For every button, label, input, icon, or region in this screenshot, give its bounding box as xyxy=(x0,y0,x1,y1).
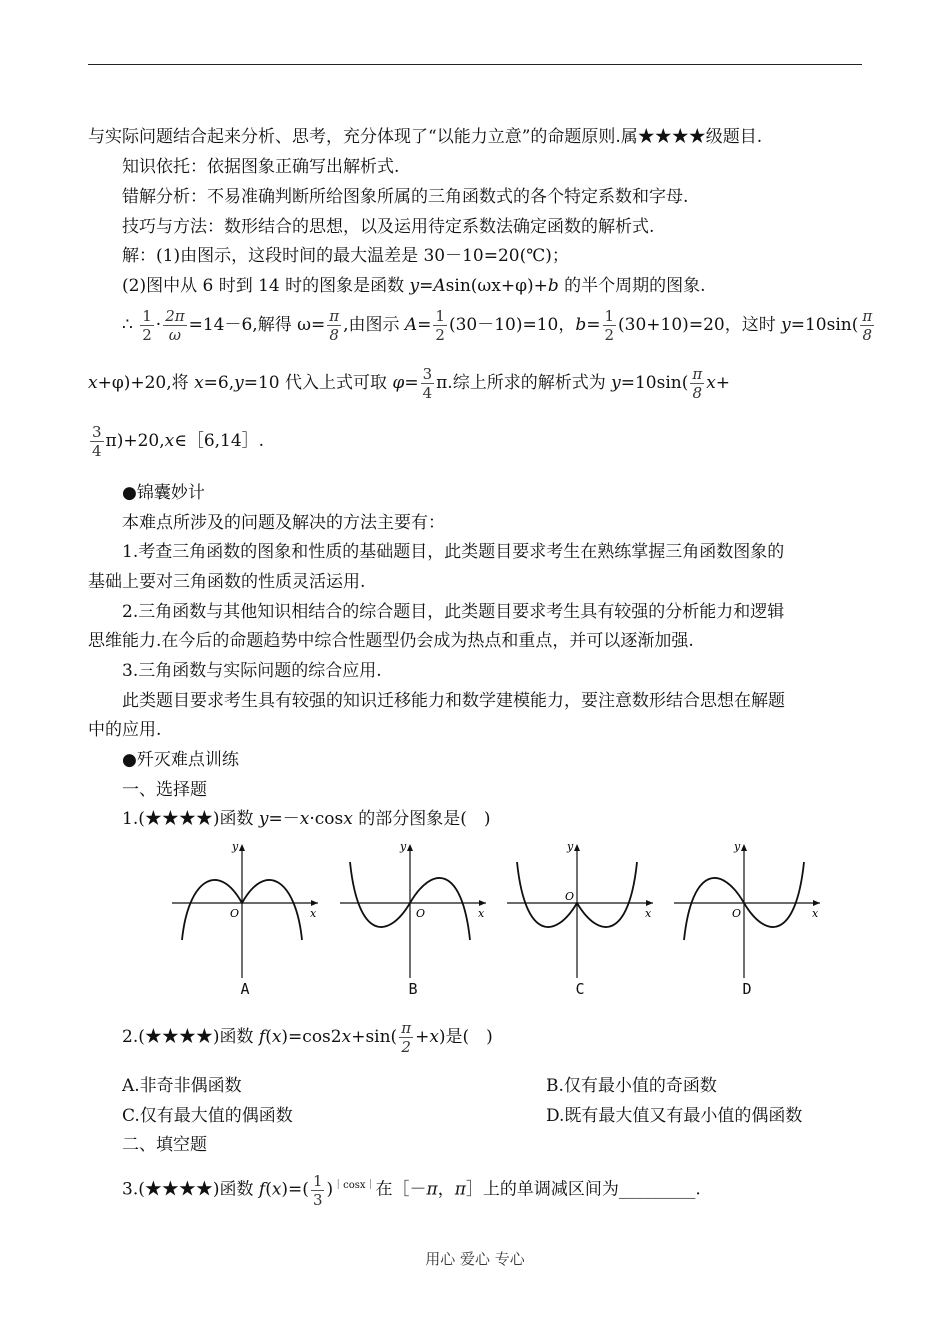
fraction-num: 3 xyxy=(422,365,433,383)
q3-text: ( xyxy=(265,1179,272,1200)
q3-var: π xyxy=(426,1179,438,1200)
fraction-num: 1 xyxy=(604,307,615,325)
origin-label: O xyxy=(416,907,426,920)
q2-text: + xyxy=(415,1027,430,1047)
point-4-line-a: 此类题目要求考生具有较强的知识迁移能力和数学建模能力，要注意数形结合思想在解题 xyxy=(122,691,785,711)
eq-var: φ xyxy=(392,373,405,393)
x-label: x xyxy=(478,907,485,920)
fraction-den: 8 xyxy=(329,326,339,344)
eq-var: y xyxy=(611,373,621,393)
solution-part2-func: sin(ωx+φ)+ xyxy=(445,276,548,296)
q1-text: 1.(★★★★)函数 xyxy=(122,809,259,829)
fraction-den: 3 xyxy=(312,1190,323,1209)
section-heading-tips: ●锦囊妙计 xyxy=(122,483,205,503)
graph-option-d xyxy=(672,840,822,1005)
eq-var: b xyxy=(575,315,587,335)
q3-text: ) xyxy=(326,1179,334,1200)
eq-var: x xyxy=(194,373,204,393)
q1-var: x xyxy=(343,809,353,829)
equation-line-3 xyxy=(88,421,264,461)
q1-text: 的部分图象是( ) xyxy=(352,809,491,829)
fraction-den: 8 xyxy=(692,384,703,402)
graph-d-label: D xyxy=(742,980,752,998)
graph-b-plot xyxy=(338,840,488,980)
error-analysis: 错解分析：不易准确判断所给图象所属的三角函数式的各个特定系数和字母. xyxy=(122,187,689,207)
fraction xyxy=(603,307,617,344)
fraction-den: ω xyxy=(168,326,181,344)
point-1-line-a: 1.考查三角函数的图象和性质的基础题目，此类题目要求考生在熟练掌握三角函数图象的 xyxy=(122,542,785,562)
q2-text: +sin( xyxy=(351,1027,398,1047)
graph-b-label: B xyxy=(408,980,418,998)
eq-text: = xyxy=(404,373,419,393)
eq-var: x xyxy=(88,373,98,393)
eq-text: π)+20, xyxy=(105,431,165,451)
q1-var: y xyxy=(258,809,269,829)
q3-exponent: ｜cosx｜ xyxy=(333,1180,376,1191)
part-heading-choice: 一、选择题 xyxy=(122,780,207,800)
q2-var: x xyxy=(341,1027,352,1047)
origin-label: O xyxy=(565,890,575,903)
question-1 xyxy=(122,808,491,830)
fraction-den: 4 xyxy=(92,442,102,460)
solution-part2-text: (2)图中从 6 时到 14 时的图象是函数 xyxy=(122,276,410,296)
solution-part2-var-b: b xyxy=(547,276,559,296)
eq-text: + xyxy=(715,373,731,393)
x-label: x xyxy=(310,907,317,920)
fraction-den: 2 xyxy=(604,326,615,344)
y-axis-arrow xyxy=(574,844,580,851)
question-3 xyxy=(122,1166,701,1210)
q3-text: ］上的单调减区间为_________. xyxy=(465,1179,701,1200)
fraction xyxy=(690,365,704,402)
q3-var: π xyxy=(454,1179,466,1200)
q3-text: )=( xyxy=(281,1179,309,1200)
fraction-den: 2 xyxy=(435,326,445,344)
eq-text: =10sin( xyxy=(620,373,689,393)
fraction-num: π xyxy=(692,365,703,383)
solution-part2 xyxy=(122,275,706,297)
eq-var: x xyxy=(706,373,716,393)
point-3: 3.三角函数与实际问题的综合应用. xyxy=(122,661,382,681)
eq-text: (30－10)=10， xyxy=(448,315,576,335)
fraction-num: 3 xyxy=(92,423,102,441)
eq-text: =14－6,解得 ω= xyxy=(188,315,326,335)
origin-label: O xyxy=(230,907,240,920)
q2-option-d: D.既有最大值又有最小值的偶函数 xyxy=(546,1106,803,1126)
y-label: y xyxy=(734,840,741,853)
q2-option-b: B.仅有最小值的奇函数 xyxy=(546,1076,717,1096)
point-4-line-b: 中的应用. xyxy=(88,720,162,740)
fraction xyxy=(327,307,341,344)
fraction xyxy=(140,307,154,344)
y-label: y xyxy=(400,840,407,853)
x-axis-arrow xyxy=(646,900,653,906)
x-axis-arrow xyxy=(479,900,486,906)
q3-var: f xyxy=(258,1179,266,1200)
eq-text: = xyxy=(586,315,601,335)
y-axis-arrow xyxy=(741,844,747,851)
header-rule xyxy=(88,64,862,65)
eq-var: A xyxy=(404,315,418,335)
eq-var: y xyxy=(234,373,244,393)
x-label: x xyxy=(812,907,819,920)
knowledge-basis: 知识依托：依据图象正确写出解析式. xyxy=(122,157,400,177)
graph-option-a xyxy=(170,840,320,1005)
technique-method: 技巧与方法：数形结合的思想，以及运用待定系数法确定函数的解析式. xyxy=(122,217,655,237)
graph-option-c xyxy=(505,840,655,1005)
q2-option-a: A.非奇非偶函数 xyxy=(122,1076,242,1096)
eq-text: =10 代入上式可取 xyxy=(243,373,393,393)
section-heading-training: ●歼灭难点训练 xyxy=(122,750,239,770)
q2-option-c: C.仅有最大值的偶函数 xyxy=(122,1106,293,1126)
q3-text: 3.(★★★★)函数 xyxy=(122,1179,259,1200)
eq-text: ,由图示 xyxy=(343,315,405,335)
q2-text: ( xyxy=(265,1027,272,1047)
question-2 xyxy=(122,1017,493,1057)
eq-text: (30+10)=20，这时 xyxy=(618,315,782,335)
fraction-num: π xyxy=(862,307,873,325)
q2-var: f xyxy=(258,1027,266,1047)
fraction xyxy=(163,307,186,344)
point-1-line-b: 基础上要对三角函数的性质灵活运用. xyxy=(88,572,366,592)
graph-option-b xyxy=(338,840,488,1005)
point-2-line-b: 思维能力.在今后的命题趋势中综合性题型仍会成为热点和重点，并可以逐渐加强. xyxy=(88,631,694,651)
fraction xyxy=(311,1172,325,1209)
solution-part2-tail: 的半个周期的图象. xyxy=(558,276,706,296)
fraction-num: 1 xyxy=(142,307,152,325)
equation-line-2 xyxy=(88,363,730,403)
fraction xyxy=(399,1019,413,1056)
fraction xyxy=(433,307,447,344)
fraction xyxy=(860,307,874,344)
graph-c-label: C xyxy=(575,980,585,998)
q1-text: =－ xyxy=(268,809,300,829)
fraction-num: 2π xyxy=(165,307,185,325)
q2-text: )是( ) xyxy=(438,1027,493,1047)
fraction-den: 2 xyxy=(401,1038,411,1056)
eq-var: y xyxy=(781,315,791,335)
solution-part2-var-yA: y=A xyxy=(409,276,446,296)
fraction-den: 4 xyxy=(422,384,433,402)
fraction-den: 2 xyxy=(142,326,152,344)
q3-var: x xyxy=(271,1179,282,1200)
eq-var: x xyxy=(164,431,175,451)
intro-paragraph: 本难点所涉及的问题及解决的方法主要有： xyxy=(122,513,445,533)
y-label: y xyxy=(567,840,574,853)
q1-text: ·cos xyxy=(309,809,344,829)
q3-text: ， xyxy=(437,1179,455,1200)
x-axis-arrow xyxy=(813,900,820,906)
therefore-symbol: ∴ xyxy=(122,315,133,335)
graph-a-label: A xyxy=(240,980,250,998)
x-axis-arrow xyxy=(311,900,318,906)
part-heading-fill: 二、填空题 xyxy=(122,1135,207,1155)
equation-line-1: ∴ $\frac{1}{2}$ · $\frac{2\pi}{\omega}$ =14－6,解得 ω= $\frac{\pi}{8}$ ,由图示 A= $\frac{1}{2}$ (30－10)=10，b= $\frac{1}{2}$ (30+10)=20，这时 y=10sin( $\frac{\pi}{8}$ xyxy=(122,307,873,344)
eq-text: = xyxy=(417,315,432,335)
q2-var: x xyxy=(429,1027,439,1047)
fraction-num: 1 xyxy=(312,1171,323,1190)
fraction-den: 8 xyxy=(862,326,873,344)
fraction-num: 1 xyxy=(435,307,445,325)
text-line-1: 与实际问题结合起来分析、思考，充分体现了“以能力立意”的命题原则.属★★★★级题目. xyxy=(88,127,763,147)
page-footer: 用心 爱心 专心 xyxy=(425,1250,525,1268)
graph-d-plot xyxy=(672,840,822,980)
eq-text: π.综上所求的解析式为 xyxy=(436,373,612,393)
x-label: x xyxy=(645,907,652,920)
eq-text: ∈［6,14］. xyxy=(174,431,265,451)
origin-label: O xyxy=(732,907,742,920)
fraction-num: π xyxy=(329,307,340,325)
solution-part1: 解：(1)由图示，这段时间的最大温差是 30－10=20(℃)； xyxy=(122,246,569,266)
eq-text: =10sin( xyxy=(790,315,859,335)
fraction-num: π xyxy=(401,1019,412,1037)
fraction xyxy=(421,365,435,402)
q1-var: x xyxy=(299,809,310,829)
fraction xyxy=(90,423,104,460)
y-label: y xyxy=(232,840,239,853)
graph-a-plot xyxy=(170,840,320,980)
q3-text: 在［－ xyxy=(375,1179,427,1200)
q2-var: x xyxy=(271,1027,282,1047)
graph-c-plot xyxy=(505,840,655,980)
point-2-line-a: 2.三角函数与其他知识相结合的综合题目，此类题目要求考生具有较强的分析能力和逻辑 xyxy=(122,602,785,622)
q2-text: 2.(★★★★)函数 xyxy=(122,1027,259,1047)
eq-text: =6, xyxy=(203,373,235,393)
y-axis-arrow xyxy=(407,844,413,851)
y-axis-arrow xyxy=(239,844,245,851)
q2-text: )=cos2 xyxy=(281,1027,342,1047)
eq-text: +φ)+20,将 xyxy=(97,373,195,393)
